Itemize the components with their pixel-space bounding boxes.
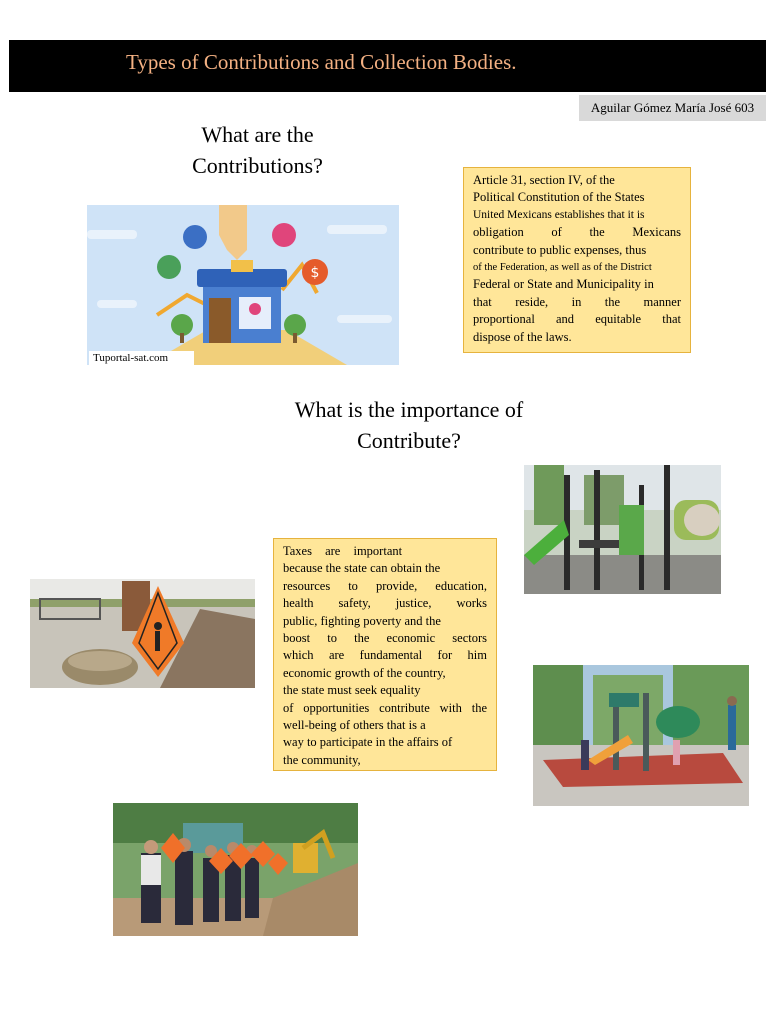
note-line: economic growth of the country, xyxy=(283,665,446,680)
note-line: that reside, in the manner xyxy=(473,294,681,309)
note-line: United Mexicans establishes that it is xyxy=(473,208,645,221)
heading-line: What is the importance of xyxy=(294,397,524,422)
note-line: obligation of the Mexicans xyxy=(473,225,681,240)
note-line: because the state can obtain the xyxy=(283,561,441,576)
heading-line: Contribute? xyxy=(357,428,461,453)
note-line: contribute to public expenses, thus xyxy=(473,242,647,257)
note-line: the community, xyxy=(283,752,361,767)
image-caption: Tuportal-sat.com xyxy=(89,351,194,365)
groundbreaking-photo xyxy=(113,803,358,936)
road-works-photo xyxy=(30,579,255,688)
note-line: health safety, justice, works xyxy=(283,596,487,611)
note-line: Article 31, section IV, of the xyxy=(473,173,615,187)
note-line: Political Constitution of the States xyxy=(473,190,645,205)
note-line: boost to the economic sectors xyxy=(283,631,487,646)
heading-line: Contributions? xyxy=(192,153,323,178)
importance-note xyxy=(273,538,497,771)
note-line: proportional and equitable that xyxy=(473,312,681,327)
author-label: Aguilar Gómez María José 603 xyxy=(579,95,766,121)
heading-line: What are the xyxy=(201,122,314,147)
park-playground-photo xyxy=(533,665,749,806)
note-line: which are fundamental for him xyxy=(283,648,487,663)
article-31-note xyxy=(463,167,691,353)
heading-importance xyxy=(250,394,568,456)
note-line: dispose of the laws. xyxy=(473,329,572,344)
title-banner xyxy=(9,40,766,92)
note-line: well-being of others that is a xyxy=(283,718,426,733)
store-illustration xyxy=(87,205,399,365)
page-title: Types of Contributions and Collection Bodies. xyxy=(126,50,517,74)
note-line: public, fighting poverty and the xyxy=(283,613,441,628)
note-line: resources to provide, education, xyxy=(283,578,487,593)
svg-text:$: $ xyxy=(310,265,320,281)
note-line: Taxes are important xyxy=(283,544,403,558)
note-line: Federal or State and Municipality in xyxy=(473,277,654,292)
heading-contributions xyxy=(150,119,365,181)
note-line: way to participate in the affairs of xyxy=(283,735,453,750)
playground-photo xyxy=(524,465,721,594)
note-line: of the Federation, as well as of the District xyxy=(473,262,652,274)
note-line: of opportunities contribute with the xyxy=(283,700,487,715)
note-line: the state must seek equality xyxy=(283,683,421,698)
